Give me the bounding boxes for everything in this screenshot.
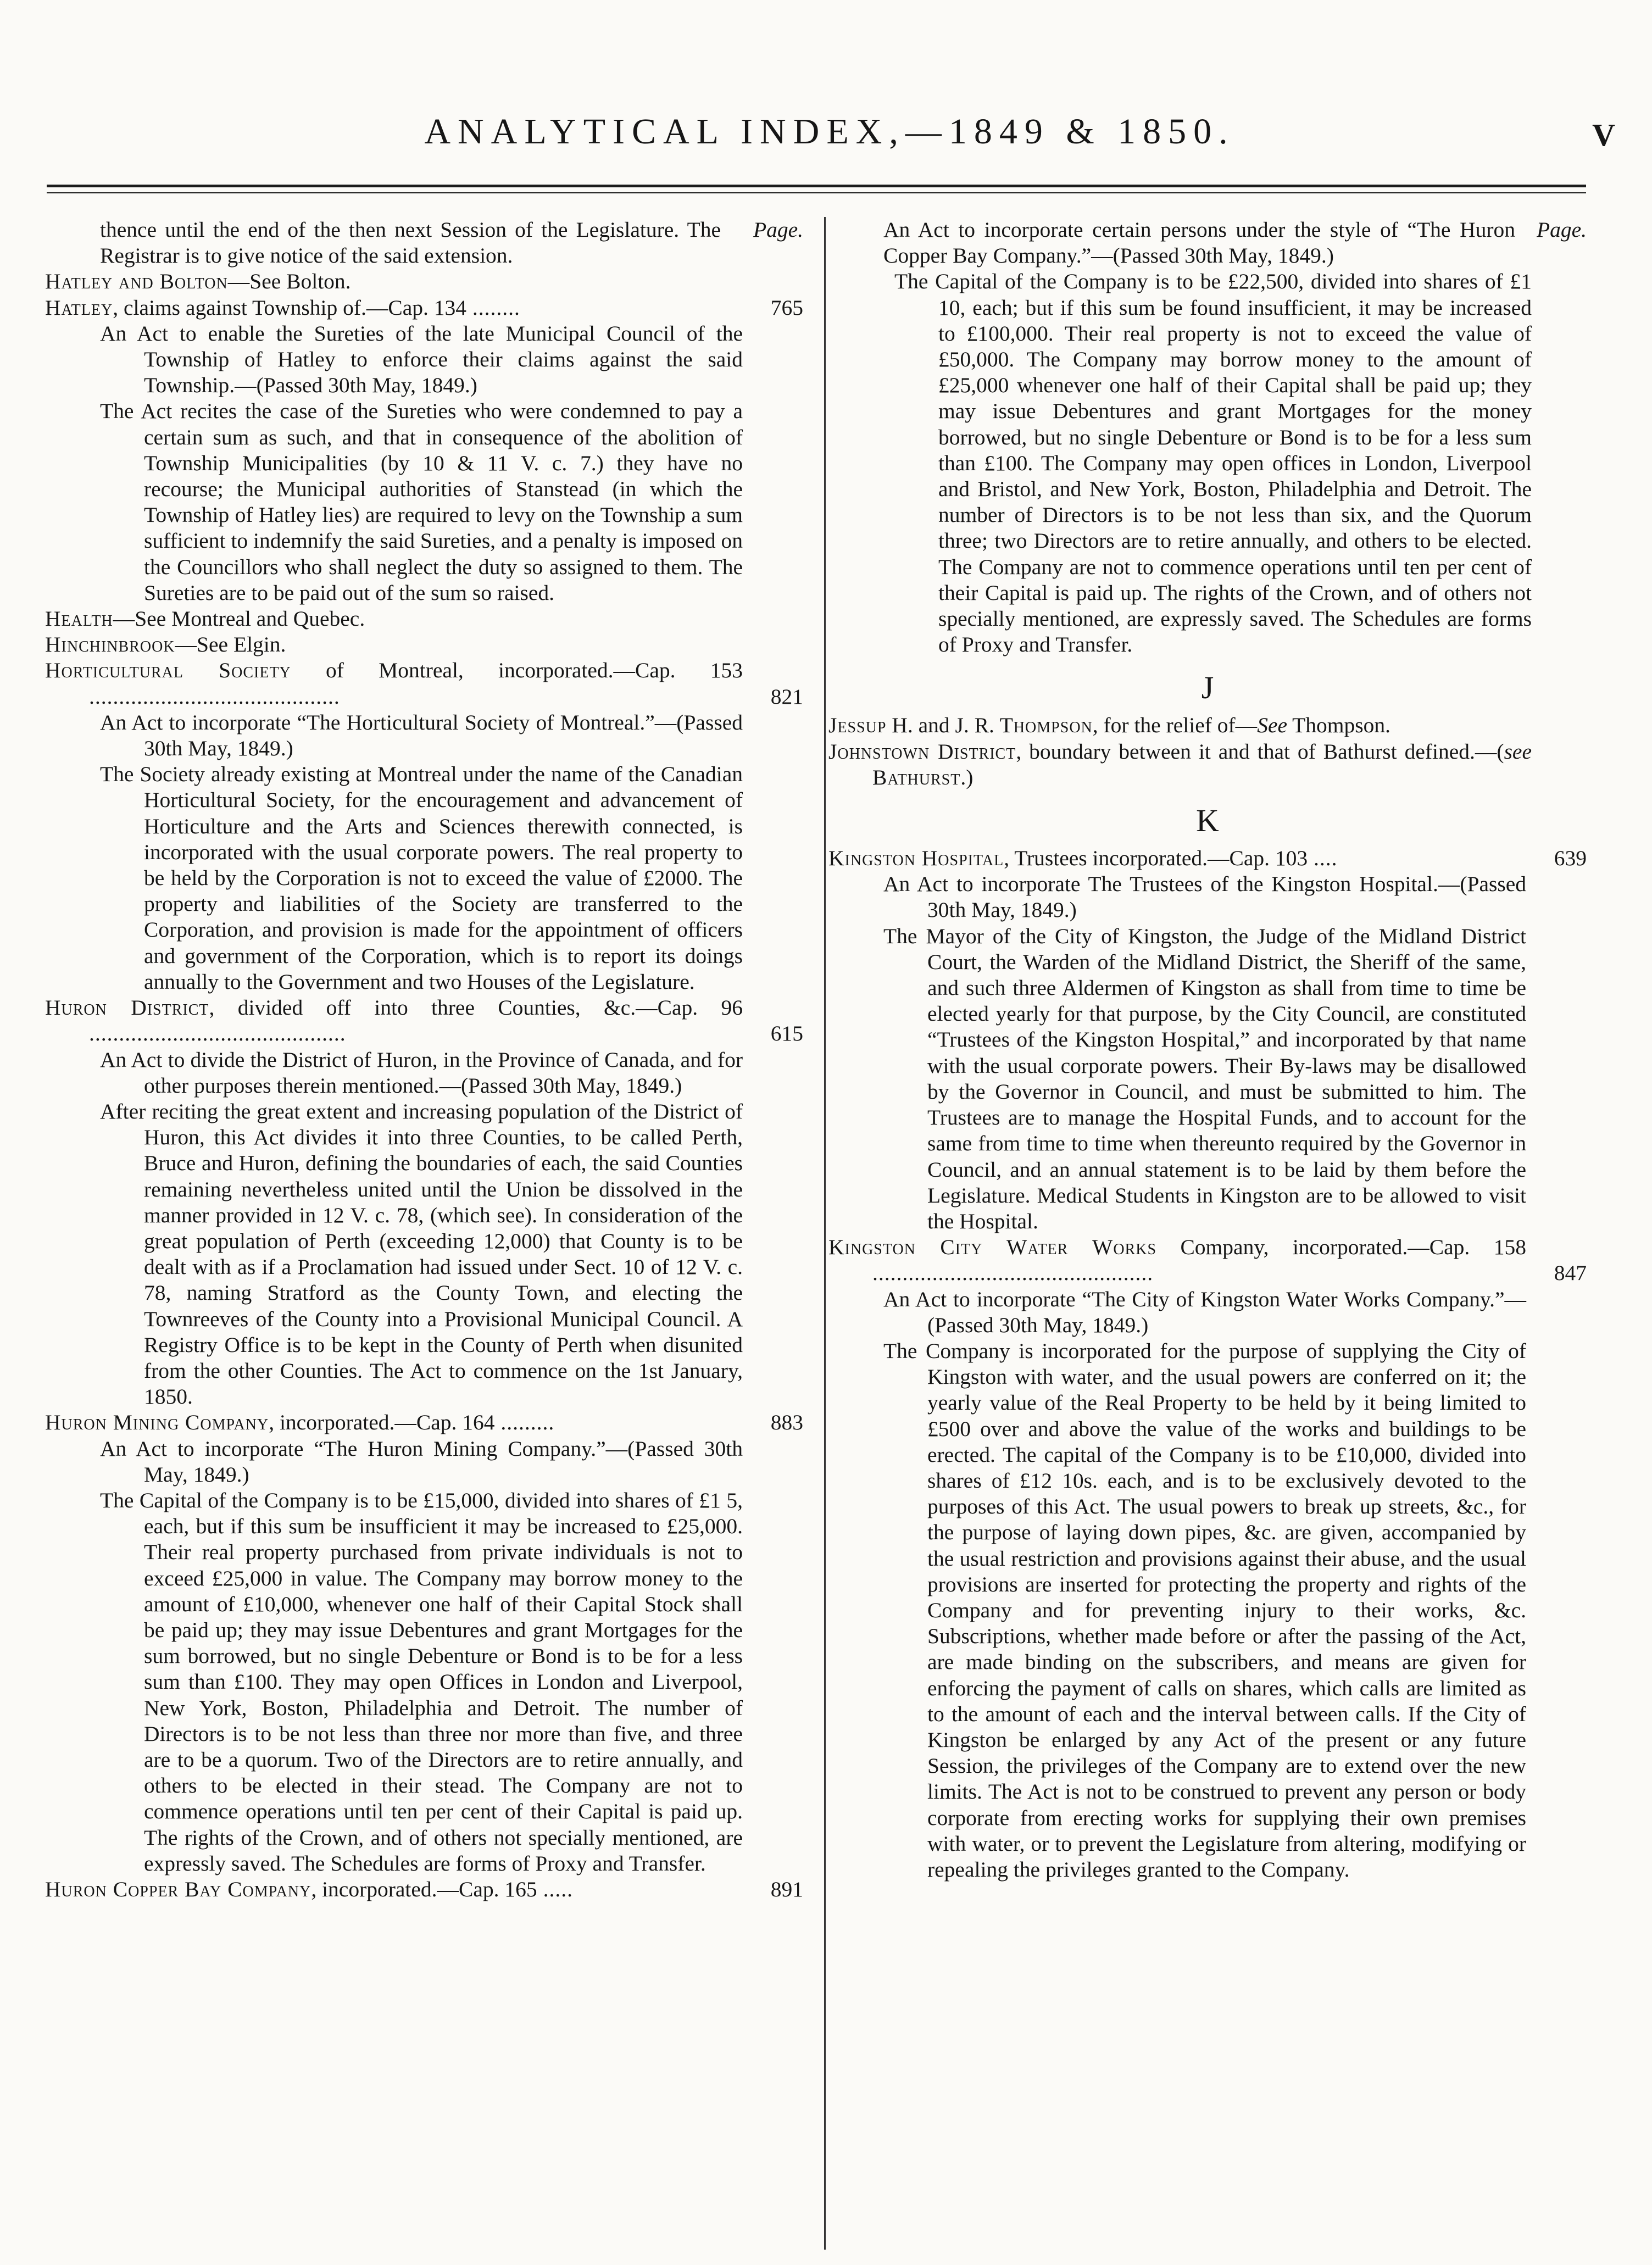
entry-heading: Kingston City Water Works — [828, 1235, 1157, 1260]
page-reference: 639 — [1554, 846, 1587, 871]
entry-heading: Health — [45, 606, 113, 631]
act-title: An Act to enable the Sureties of the late Municipal Council of the Township of Hatley to enforce their claims against the said Township.—(Passed 30th May, 1849.) — [100, 321, 743, 398]
act-summary: The Mayor of the City of Kingston, the Judge of the Midland District Court, the Warden of the Midland District, the Sheriff of the same, and such three Aldermen of Kingston as shall from time to time be elected yearly for that purpose, by the City Council, are constituted “Trustees of the Kingston Hospital,” and incorporated by that name with the usual corporate powers. Their By-laws may be disallowed by the Governor in Council, and must be submitted to him. The Trustees are to manage the Hospital Funds, and to account for the same from time to time when thereunto required by the Governor in Council, and an annual statement is to be laid by them before the Legislature. Medical Students in Kingston are to be allowed to visit the Hospital. — [883, 923, 1526, 1233]
index-entry: Kingston Hospital, Trustees incorporated.—Cap. 103 .... 639 — [828, 845, 1587, 871]
header-rule-thin — [47, 192, 1586, 193]
act-title: An Act to incorporate “The City of Kingston Water Works Company.”—(Passed 30th May, 1849.) — [883, 1287, 1526, 1337]
entry-text: , claims against Township of.—Cap. 134 — [113, 295, 466, 320]
act-title: An Act to incorporate “The Horticultural Society of Montreal.”—(Passed 30th May, 1849.) — [100, 710, 743, 761]
index-entry: Hatley, claims against Township of.—Cap. 134 ........ 765 — [45, 295, 803, 321]
entry-heading: Huron District — [45, 995, 209, 1020]
index-entry: Jessup H. and J. R. Thompson, for the relief of—See Thompson. — [828, 713, 1391, 738]
act-summary: The Capital of the Company is to be £15,000, divided into shares of £1 5, each, but if this sum be insufficient it may be increased to £25,000. Their real property purchased from private individuals is not to exceed £25,000 in value. The Company may borrow money to the amount of £10,000, whenever one half of their Capital Stock shall be paid up; they may issue Debentures and grant Mortgages for the sum borrowed, but no single Debenture or Bond is to be for a less sum than £100. They may open Offices in London and Liverpool, New York, Boston, Philadelphia and Detroit. The number of Directors is to be not less than three nor more than five, and three are to be a quorum. Two of the Directors are to retire annually, and others to be elected in their stead. The Company are not to commence operations until ten per cent of their Capital is paid up. The rights of the Crown, and of others not specially mentioned, are expressly saved. The Schedules are forms of Proxy and Transfer. — [100, 1488, 743, 1876]
entry-text: of Montreal, incorporated.—Cap. 153 — [291, 658, 743, 683]
index-entry: Horticultural Society of Montreal, incorporated.—Cap. 153 .......................................... 821 — [45, 658, 803, 709]
entry-text: , divided off into three Counties, &c.—Cap. 96 — [209, 995, 743, 1020]
act-title: An Act to incorporate “The Huron Mining Company.”—(Passed 30th May, 1849.) — [100, 1436, 743, 1487]
index-entry: Huron Mining Company, incorporated.—Cap. 164 ......... 883 — [45, 1410, 803, 1435]
index-entry — [45, 632, 803, 658]
column-divider — [824, 217, 826, 2250]
act-summary: The Act recites the case of the Sureties who were condemned to pay a certain sum as such, and that in consequence of the abolition of Township Municipalities (by 10 & 11 V. c. 7.) they have no recourse; the Municipal authorities of Stanstead (in which the Township of Hatley lies) are required to levy on the Township a sum sufficient to indemnify the said Sureties, and a penalty is imposed on the Councillors who shall neglect the duty so assigned to them. The Sureties are to be paid out of the sum so raised. — [100, 399, 743, 605]
index-entry: Johnstown District, boundary between it and that of Bathurst defined.—(see Bathurst.) — [828, 739, 1532, 789]
section-letter: J — [1201, 670, 1214, 706]
page-reference: 883 — [770, 1410, 803, 1435]
entry-heading: Huron Mining Company — [45, 1410, 269, 1435]
act-summary: The Capital of the Company is to be £22,500, divided into shares of £1 10, each; but if this sum be found insufficient, it may be increased to £100,000. Their real property is not to exceed the value of £50,000. The Company may borrow money to the amount of £25,000 whenever one half of their Capital shall be paid up; they may issue Debentures and grant Mortgages for the money borrowed, but no single Debenture or Bond is to be for a less sum than £100. The Company may open offices in London, Liverpool and Bristol, and New York, Boston, Philadelphia and Detroit. The number of Directors is to be not less than six, and the Quorum three; two Directors are to retire annually, and others to be elected. The Company are not to commence operations until ten per cent of their Capital is paid up. The rights of the Crown, and of others not specially mentioned, are expressly saved. The Schedules are forms of Proxy and Transfer. — [894, 269, 1532, 657]
page-reference: 615 — [770, 1021, 803, 1046]
entry-text: —See Montreal and Quebec. — [113, 606, 365, 631]
act-summary: The Company is incorporated for the purpose of supplying the City of Kingston with water, and the usual powers are conferred on it; the yearly value of the Real Property to be held by it being limited to £500 over and above the value of the works and buildings to be erected. The capital of the Company is to be £10,000, divided into shares of £12 10s. each, and is to be exclusively devoted to the purposes of this Act. The usual powers to break up streets, &c., for the purpose of laying down pipes, &c. are given, accompanied by the usual restriction and provisions against their abuse, and the usual provisions are inserted for protecting the property and rights of the Company and for preventing injury to their works, &c. Subscriptions, whether made before or after the passing of the Act, are made binding on the subscribers, and means are given for enforcing the payment of calls on shares, which calls are limited as to the amount of each and the interval between calls. If the City of Kingston be enlarged by any Act of the present or any future Session, the privileges of the Company are to extend over the new limits. The Act is not to be construed to prevent any person or body corporate from erecting works for supplying their own premises with water, or to prevent the Legislature from altering, modifying or repealing the privileges granted to the Company. — [883, 1338, 1526, 1882]
entry-heading: Johnstown District — [828, 739, 1016, 764]
entry-heading: Jessup — [828, 713, 887, 738]
act-title: Page. An Act to incorporate certain persons under the style of “The Huron Copper Bay Company.”—(Passed 30th May, 1849.) — [883, 218, 1587, 268]
page-number: V — [1592, 117, 1615, 153]
header-rule-thick — [47, 185, 1586, 187]
page-title: ANALYTICAL INDEX,—1849 & 1850. — [424, 112, 1235, 152]
act-title: An Act to incorporate The Trustees of the Kingston Hospital.—(Passed 30th May, 1849.) — [883, 872, 1526, 922]
act-title: An Act to divide the District of Huron, in the Province of Canada, and for other purposes therein mentioned.—(Passed 30th May, 1849.) — [100, 1047, 743, 1098]
entry-heading: Hinchinbrook — [45, 632, 175, 657]
act-summary: The Society already existing at Montreal under the name of the Canadian Horticultural Society, for the encouragement and advancement of Horticulture and the Arts and Sciences therewith connected, is incorporated with the usual corporate powers. The real property to be held by the Corporation is not to exceed the value of £2000. The property and liabilities of the Society are transferred to the Corporation, and provision is made for the appointment of officers and government of the Corporation, which is to report its doings annually to the Government and two Houses of the Legislature. — [100, 762, 743, 994]
act-summary: After reciting the great extent and increasing population of the District of Huron, this Act divides it into three Counties, to be called Perth, Bruce and Huron, defining the boundaries of each, the said Counties remaining nevertheless united until the Union be dissolved in the manner provided in 12 V. c. 78, (which see). In consideration of the great population of Perth (exceeding 12,000) that County is to be dealt with as if a Proclamation had issued under Sect. 10 of 12 V. c. 78, naming Stratford as the County Town, and electing the Townreeves of the County into a Provisional Municipal Council. A Registry Office is to be kept in the County of Perth when disunited from the other Counties. The Act to commence on the 1st January, 1850. — [100, 1099, 743, 1409]
page-reference: 821 — [770, 684, 803, 709]
entry-heading: Hatley and Bolton — [45, 269, 228, 294]
page-column-label: Page. — [1536, 218, 1587, 242]
index-entry — [45, 606, 803, 632]
index-entry: Kingston City Water Works Company, incorporated.—Cap. 158 ............................................... 847 — [828, 1234, 1587, 1286]
page-reference: 847 — [1554, 1261, 1587, 1285]
entry-text: —See Elgin. — [175, 632, 286, 657]
entry-text: , incorporated.—Cap. 164 — [269, 1410, 495, 1435]
index-entry — [45, 269, 803, 294]
section-letter: K — [1196, 803, 1219, 839]
page-header — [44, 104, 1615, 165]
entry-heading: Kingston Hospital — [828, 846, 1004, 871]
entry-heading: Horticultural Society — [45, 658, 291, 683]
entry-text: , incorporated.—Cap. 165 — [311, 1877, 537, 1901]
entry-text: Company, incorporated.—Cap. 158 — [1156, 1235, 1526, 1260]
continued-text: thence until the end of the then next Session of the Legislature. The Registrar is to give notice of the said extension. — [100, 218, 721, 268]
index-entry: Huron District, divided off into three Counties, &c.—Cap. 96 ........................................... 615 — [45, 995, 803, 1047]
entry-text: , Trustees incorporated.—Cap. 103 — [1004, 846, 1308, 871]
entry-text: —See Bolton. — [227, 269, 351, 294]
right-column — [828, 217, 1587, 2255]
entry-heading: Hatley — [45, 295, 113, 320]
page-column-label: Page. — [753, 218, 803, 242]
entry-heading: Huron Copper Bay Company — [45, 1877, 312, 1901]
left-column — [45, 217, 803, 2255]
page-reference: 891 — [770, 1877, 803, 1901]
page-reference: 765 — [770, 295, 803, 320]
index-entry: Huron Copper Bay Company, incorporated.—Cap. 165 ..... 891 — [45, 1877, 803, 1902]
